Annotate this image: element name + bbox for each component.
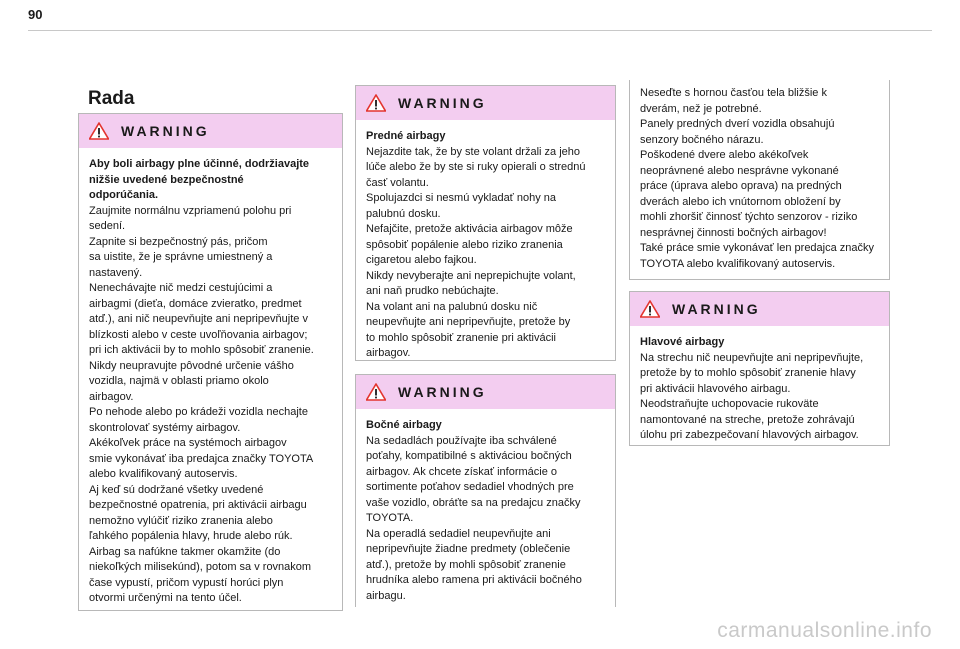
warning-heading: Bočné airbagy [366,419,442,431]
warning-label: WARNING [398,384,487,400]
warning-triangle-icon [366,383,386,401]
warning-text: Na strechu nič neupevňujte ani nepripevňujte, pretože by to mohlo spôsobiť zranenie hlavy pri aktivácii hlavového airbagu. Neodstraňujte uchopovacie rukoväte namontované na streche, pretože zohrávajú úlohu pri zabezpečovaní hlavových airbagov. [640,351,864,441]
warning-text: Zaujmite normálnu vzpriamenú polohu pri sedení. Zapnite si bezpečnostný pás, pričom sa uistite, že je správne umiestnený a nastavený. Nenechávajte nič medzi cestujúcimi a airbagmi (dieťa, domáce zvieratko, predmet atď.), ani nič neupevňujte ani nepripevňujte v blízkosti alebo v ceste uvoľňovania airbagov; pri ich aktivácii by to mohlo spôsobiť zranenie. Nikdy neupravujte pôvodné určenie vášho vozidla, najmä v oblasti priamo okolo airbagov. Po nehode alebo po krádeži vozidla nechajte skontrolovať systémy airbagov. Akékoľvek práce na systémoch airbagov smie vykonávať iba predajca značky TOYOTA alebo kvalifikovaný autoservis. Aj keď sú dodržané všetky uvedené bezpečnostné opatrenia, pri aktivácii airbagu nemožno vylúčiť riziko zranenia alebo ľahkého popálenia hlavy, hrude alebo rúk. Airbag sa nafúkne takmer okamžite (do niekoľkých milisekúnd), potom sa v rovnakom čase vypustí, pričom vypustí horúci plyn otvormi určenými na tento účel. [89,204,314,604]
warning-label: WARNING [672,301,761,317]
warning-header [79,114,342,148]
warning-box-side-airbags [355,374,616,607]
warning-box-head-airbags [629,291,890,446]
warning-body [356,409,615,604]
warning-triangle-icon [89,122,109,140]
warning-body [630,326,889,444]
warning-text: Nejazdite tak, že by ste volant držali za jeho lúče alebo že by ste si ruky opierali o strednú časť volantu. Spolujazdci si nesmú vykladať nohy na palubnú dosku. Nefajčite, pretože aktivácia airbagov môže spôsobiť popálenie alebo riziko zranenia cigaretou alebo fajkou. Nikdy nevyberajte ani neprepichujte volant, ani naň prudko nebúchajte. Na volant ani na palubnú dosku nič neupevňujte ani nepripevňujte, pretože by to mohlo spôsobiť zranenie pri aktivácii airbagov. [366,145,586,359]
warning-triangle-icon [366,94,386,112]
section-title: Rada [88,88,135,109]
page-number: 90 [28,7,43,22]
warning-text: Na sedadlách používajte iba schválené poťahy, kompatibilné s aktiváciou bočných airbagov. Ak chcete získať informácie o sortimente poťahov sedadiel vhodných pre vaše vozidlo, obráťte sa na predajcu značky TOYOTA. Na operadlá sedadiel neupevňujte ani nepripevňujte žiadne predmety (oblečenie atď.), pretože by mohli spôsobiť zranenie hrudníka alebo ramena pri aktivácii bočného airbagu. [366,434,582,602]
warning-heading: Predné airbagy [366,130,446,142]
warning-heading: Aby boli airbagy plne účinné, dodržiavajte nižšie uvedené bezpečnostné odporúčania. [89,158,310,201]
warning-box-general [78,113,343,611]
warning-label: WARNING [398,95,487,111]
warning-body [356,120,615,362]
watermark: carmanualsonline.info [717,619,932,642]
warning-continuation [629,80,890,280]
warning-header [356,375,615,409]
warning-triangle-icon [640,300,660,318]
header-divider [28,30,932,31]
warning-heading: Hlavové airbagy [640,336,725,348]
warning-body [79,148,342,607]
warning-header [356,86,615,120]
warning-text: Neseďte s hornou časťou tela bližšie k dverám, než je potrebné. Panely predných dverí vozidla obsahujú senzory bočného nárazu. Poškodené dvere alebo akékoľvek neoprávnené alebo nesprávne vykonané práce (úprava alebo oprava) na predných dverách alebo ich vnútornom obložení by mohli zhoršiť činnosť týchto senzorov - riziko nesprávnej činnosti bočných airbagov! Také práce smie vykonávať len predajca značky TOYOTA alebo kvalifikovaný autoservis. [640,87,875,270]
warning-label: WARNING [121,123,210,139]
warning-box-front-airbags [355,85,616,361]
warning-header [630,292,889,326]
